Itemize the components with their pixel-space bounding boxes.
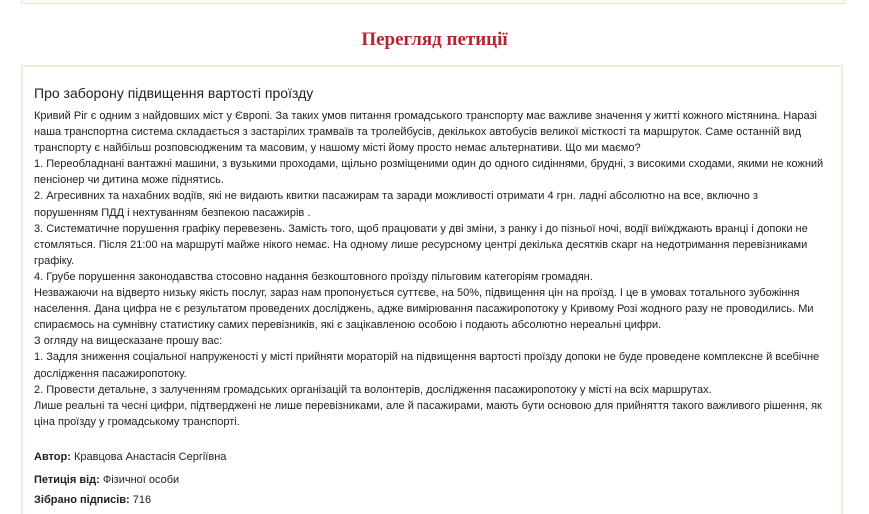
petition-paragraph: 1. Задля зниження соціальної напруженості у місті прийняти мораторій на підвищення вартості проїзду допоки не буде проведене комплексне й всебічне дослідження пасажиропотоку. — [34, 351, 820, 380]
petition-paragraph: 2. Агресивних та нахабних водіїв, які не видають квитки пасажирам та заради можливості отримати 4 грн. ладні абсолютно на все, включно з порушенням ПДД і нехтуванням безпекою пасажирів . — [34, 190, 758, 219]
petition-paragraph: 2. Провести детальне, з залученням громадських організацій та волонтерів, дослідження пасажиропотоку у місті на всіх маршрутах. — [34, 383, 712, 396]
petition-from — [34, 473, 179, 488]
signatures-label: Зібрано підписів: — [34, 494, 130, 506]
page-title: Перегляд петиції — [361, 29, 508, 50]
petition-paragraph: З огляду на вищесказане прошу вас: — [34, 335, 223, 348]
petition-signatures — [34, 493, 151, 508]
from-value: Фізичної особи — [102, 474, 180, 486]
top-panel-edge — [21, 0, 845, 4]
petition-paragraph: 4. Грубе порушення законодавства стосовно надання безкоштовного проїзду пільговим категоріям громадян. — [34, 270, 593, 283]
author-label: Автор: — [34, 451, 71, 463]
petition-body — [34, 108, 824, 430]
petition-paragraph: 3. Систематичне порушення графіку перевезень. Замість того, щоб працювати у дві зміни, з ранку і до пізньої ночі, водії виїжджають вранці і допоки не стомляться. Після 21:00 на маршруті майже нікого немає. На одному лише ресурсному центрі декілька десятків скарг на недотримання перевізниками графіку. — [34, 222, 808, 267]
author-value: Кравцова Анастасія Сергіївна — [73, 451, 227, 463]
signatures-count: 716 — [132, 494, 152, 506]
petition-paragraph: Кривий Ріг є одним з найдовших міст у Європі. За таких умов питання громадського транспорту має важливе значення у житті кожного містянина. Наразі наша транспортна система складається з застарілих трамваїв та тролейбусів, декількох автобусів великої місткості та маршруток. Саме останній вид транспорту є найбільш розповсюдженим та масовим, у нашому місті йому просто немає альтернативи. Що ми маємо? — [34, 110, 817, 155]
petition-paragraph: Лише реальні та чесні цифри, підтверджені не лише перевізниками, але й пасажирами, мають бути основою для прийняття такого важливого рішення, як ціна проїзду у громадському транспорті. — [34, 399, 822, 428]
from-label: Петиція від: — [34, 474, 100, 486]
petition-author — [34, 450, 226, 465]
petition-title: Про заборону підвищення вартості проїзду — [34, 85, 314, 101]
petition-paragraph: 1. Переобладнані вантажні машини, з вузькими проходами, щільно розміщеними один до одного сидіннями, брудні, з високими сходами, якими не кожний пенсіонер чи дитина може піднятись. — [34, 158, 824, 187]
petition-paragraph: Незважаючи на відверто низьку якість послуг, зараз нам пропонується суттєве, на 50%, підвищення цін на проїзд. І це в умовах тотального зубожіння населення. Дана цифра не є результатом проведених досліджень, адже вимірювання пасажиропотоку у Кривому Розі жодного разу не проводились. Ми спираємось на сумнівну статистику самих перевізників, які є зацікавленою особою і подають абсолютно нереальні цифри. — [34, 287, 814, 332]
petition-card — [21, 65, 843, 514]
